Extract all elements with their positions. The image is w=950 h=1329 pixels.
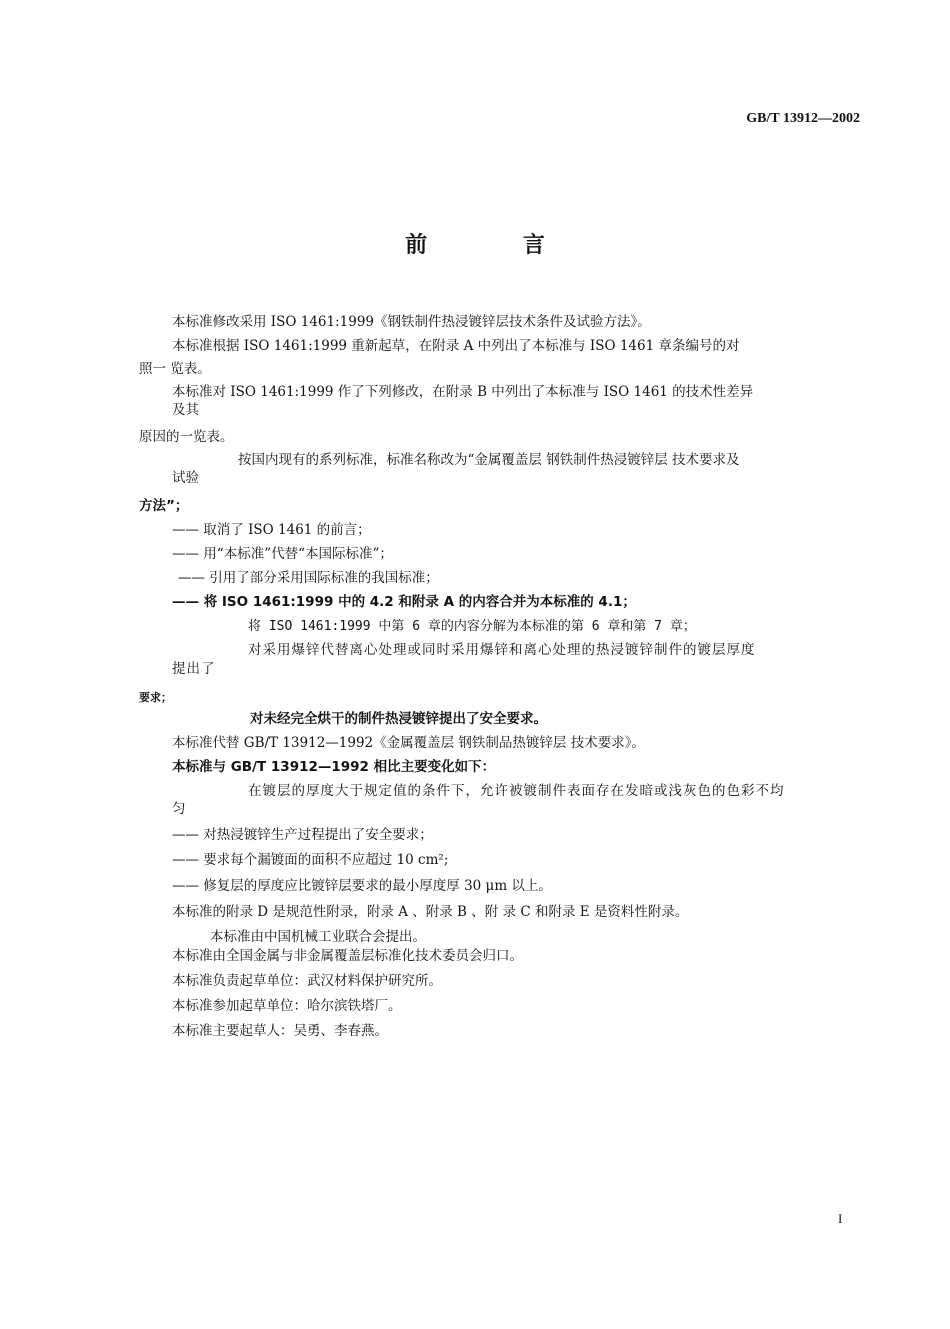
list-item-3: —— 引用了部分采用国际标准的我国标准； bbox=[178, 570, 439, 586]
para-drafting-unit: 本标准负责起草单位：武汉材料保护研究所。 bbox=[172, 973, 442, 989]
list-item-1: —— 取消了 ISO 1461 的前言； bbox=[172, 522, 371, 538]
list-item-2: —— 用“本标准”代替“本国际标准”； bbox=[172, 546, 393, 562]
para-replace: 本标准代替 GB/T 13912—1992《金属覆盖层 钢铁制品热镀锌层 技术要求》。 bbox=[172, 735, 645, 751]
change-item-1-cont: 匀 bbox=[172, 801, 186, 817]
change-item-1: 在镀层的厚度大于规定值的条件下，允许被镀制件表面存在发暗或浅灰色的色彩不均 bbox=[248, 783, 785, 799]
para-participating-unit: 本标准参加起草单位：哈尔滨铁塔厂。 bbox=[172, 998, 402, 1014]
change-item-3: —— 要求每个漏镀面的面积不应超过 10 cm²; bbox=[172, 852, 449, 868]
para-line-9: 方法”； bbox=[139, 498, 189, 514]
para-line-4: 本标准对 ISO 1461:1999 作了下列修改，在附录 B 中列出了本标准与 ISO 1461 的技术性差异 bbox=[172, 384, 754, 400]
change-item-2: —— 对热浸镀锌生产过程提出了安全要求； bbox=[172, 827, 433, 843]
change-item-4: —— 修复层的厚度应比镀锌层要求的最小厚度厚 30 μm 以上。 bbox=[172, 878, 552, 894]
list-item-4: —— 将 ISO 1461:1999 中的 4.2 和附录 A 的内容合并为本标准的 4.1； bbox=[172, 594, 636, 610]
para-line-5: 及其 bbox=[172, 402, 199, 418]
para-line-2: 本标准根据 ISO 1461:1999 重新起草，在附录 A 中列出了本标准与 ISO 1461 章条编号的对 bbox=[172, 338, 740, 354]
page-number: I bbox=[838, 1211, 843, 1226]
para-line-8: 试验 bbox=[172, 470, 199, 486]
standard-number: GB/T 13912—2002 bbox=[746, 111, 860, 126]
para-drafters: 本标准主要起草人：吴勇、李春燕。 bbox=[172, 1023, 388, 1039]
page-title: 前 言 bbox=[405, 233, 589, 258]
list-item-6-end: 要求； bbox=[139, 691, 172, 704]
list-item-6: 对采用爆锌代替离心处理或同时采用爆锌和离心处理的热浸镀锌制件的镀层厚度 bbox=[248, 642, 756, 658]
para-line-3: 照一 览表。 bbox=[139, 361, 211, 377]
list-item-6-cont: 提出了 bbox=[172, 661, 216, 677]
list-item-5: 将 ISO 1461:1999 中第 6 章的内容分解为本标准的第 6 章和第 7 章； bbox=[248, 619, 696, 634]
para-line-6: 原因的一览表。 bbox=[139, 429, 234, 445]
para-annex: 本标准的附录 D 是规范性附录，附录 A 、附录 B 、附 录 C 和附录 E 是资料性附录。 bbox=[172, 904, 689, 920]
para-committee: 本标准由全国金属与非金属覆盖层标准化技术委员会归口。 bbox=[172, 948, 523, 964]
para-line-1: 本标准修改采用 ISO 1461:1999《钢铁制件热浸镀锌层技术条件及试验方法》。 bbox=[172, 314, 651, 330]
list-item-7: 对未经完全烘干的制件热浸镀锌提出了安全要求。 bbox=[250, 711, 547, 727]
para-proposer: 本标准由中国机械工业联合会提出。 bbox=[210, 929, 426, 945]
para-line-7: 按国内现有的系列标准，标准名称改为“金属覆盖层 钢铁制件热浸镀锌层 技术要求及 bbox=[238, 452, 740, 468]
para-changes: 本标准与 GB/T 13912—1992 相比主要变化如下： bbox=[172, 759, 496, 775]
